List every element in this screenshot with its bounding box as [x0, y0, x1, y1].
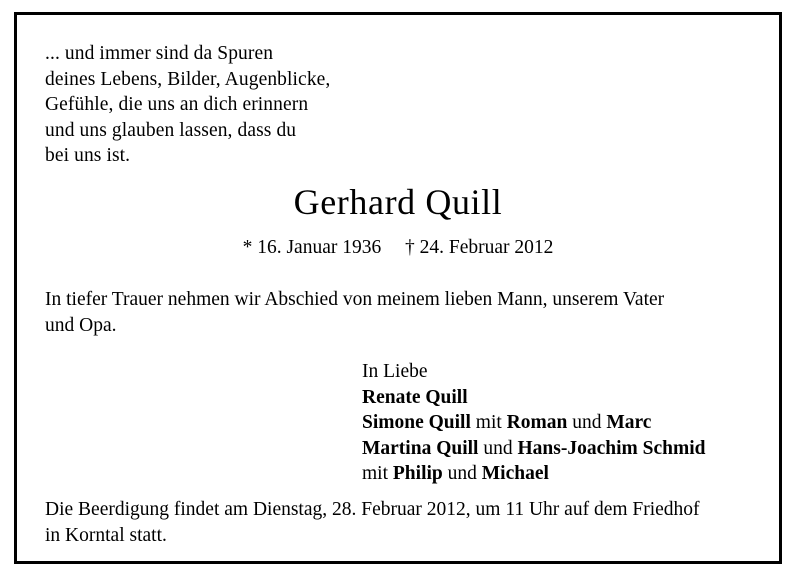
funeral-line: in Korntal statt. — [45, 525, 167, 546]
family-line: Martina Quill und Hans-Joachim Schmid — [362, 437, 706, 459]
life-dates — [17, 237, 779, 259]
birth-date: * 16. Januar 1936 — [242, 237, 382, 258]
family-signatures — [362, 359, 705, 487]
mourning-line: und Opa. — [45, 315, 117, 336]
poem-line: Gefühle, die uns an dich erinnern — [45, 94, 309, 115]
obituary-notice — [14, 12, 782, 564]
mourning-line: In tiefer Trauer nehmen wir Abschied von meinem lieben Mann, unserem Vater — [45, 289, 665, 310]
deceased-name: Gerhard Quill — [293, 182, 503, 222]
family-line: Renate Quill — [362, 386, 468, 408]
death-date: † 24. Februar 2012 — [405, 237, 554, 258]
poem-line: deines Lebens, Bilder, Augenblicke, — [45, 68, 331, 90]
poem-line: und uns glauben lassen, dass du — [45, 119, 297, 141]
poem-line: bei uns ist. — [45, 145, 131, 166]
family-heading: In Liebe — [362, 361, 428, 382]
obituary-inner — [17, 15, 779, 561]
memorial-poem — [45, 41, 330, 169]
funeral-details — [45, 497, 761, 549]
mourning-statement — [45, 287, 755, 339]
poem-line: ... und immer sind da Spuren — [45, 43, 274, 64]
funeral-line: Die Beerdigung findet am Dienstag, 28. Februar 2012, um 11 Uhr auf dem Friedhof — [45, 499, 700, 520]
family-line: Simone Quill mit Roman und Marc — [362, 412, 652, 433]
family-line: mit Philip und Michael — [362, 463, 549, 484]
